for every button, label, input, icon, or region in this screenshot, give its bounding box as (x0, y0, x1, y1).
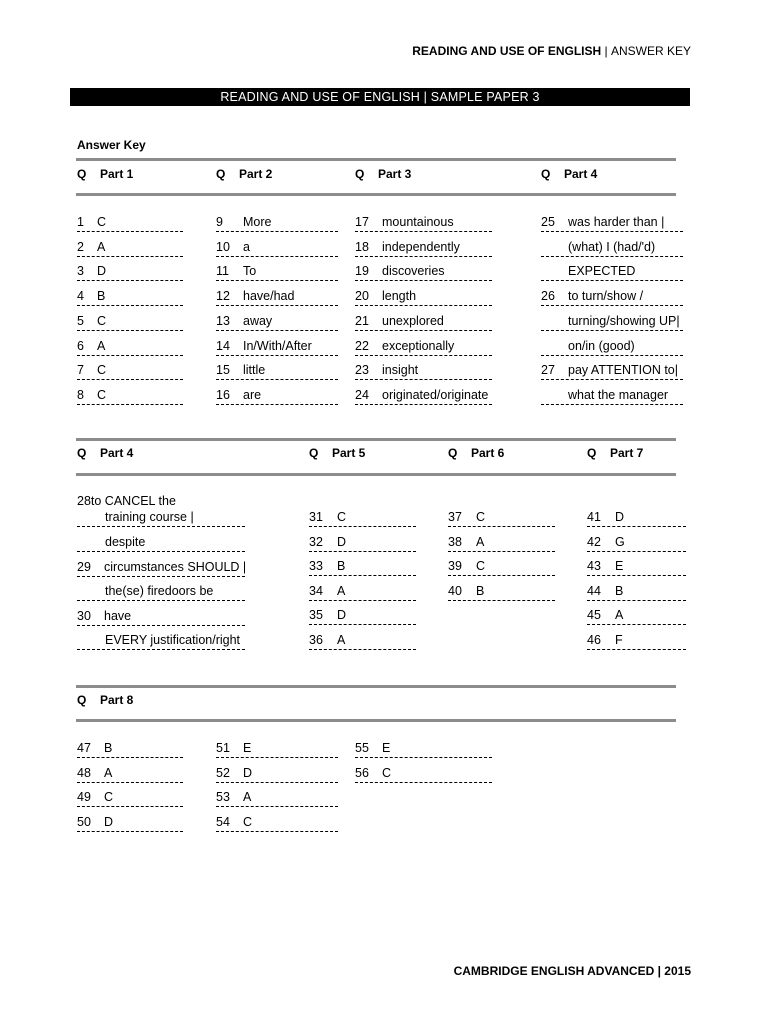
answer-text: E (615, 559, 624, 573)
answer-row (216, 338, 338, 356)
answer-row (216, 789, 338, 807)
answer-row (355, 288, 492, 306)
answer-text: D (337, 608, 347, 622)
answer-text: are (243, 388, 262, 402)
question-number: 44 (587, 584, 601, 598)
answer-row (77, 214, 183, 232)
footer-title: CAMBRIDGE ENGLISH ADVANCED (453, 964, 655, 978)
answer-text: little (243, 363, 266, 377)
answer-row (309, 583, 416, 601)
answer-text: turning/showing UP| (568, 314, 680, 328)
section2-top-rule (76, 438, 676, 441)
answer-text: independently (382, 240, 460, 254)
header-title: READING AND USE OF ENGLISH (412, 44, 602, 58)
question-number: 14 (216, 339, 230, 353)
answer-row (587, 509, 686, 527)
answer-row (541, 214, 683, 232)
answer-text: (what) I (had/'d) (568, 240, 656, 254)
answer-row (216, 288, 338, 306)
part4-answer-line (77, 509, 245, 527)
answer-text: have/had (243, 289, 295, 303)
question-number: 22 (355, 339, 369, 353)
answer-row (309, 534, 416, 552)
answer-text: A (243, 790, 252, 804)
answer-row (355, 263, 492, 281)
footer-separator: | (657, 964, 661, 978)
answer-row (541, 362, 683, 380)
answer-row (541, 239, 683, 257)
question-number: 37 (448, 510, 462, 524)
question-number: 29 (77, 560, 91, 574)
answer-row (77, 362, 183, 380)
section3-bottom-rule (76, 719, 676, 722)
answer-row (216, 814, 338, 832)
question-number: 18 (355, 240, 369, 254)
answer-row (77, 263, 183, 281)
question-number: 41 (587, 510, 601, 524)
paper-banner: READING AND USE OF ENGLISH | SAMPLE PAPER 3 (70, 88, 690, 106)
section2-q-label: Q (587, 446, 597, 460)
answer-text: to turn/show / (568, 289, 644, 303)
question-number: 50 (77, 815, 91, 829)
question-number: 8 (77, 388, 84, 402)
answer-text: E (243, 741, 252, 755)
answer-text: exceptionally (382, 339, 455, 353)
answer-row (77, 387, 183, 405)
answer-row (216, 362, 338, 380)
question-number: 31 (309, 510, 323, 524)
answer-text: pay ATTENTION to| (568, 363, 678, 377)
section2-part6-header: Part 6 (471, 446, 505, 460)
question-number: 34 (309, 584, 323, 598)
answer-text: B (104, 741, 113, 755)
answer-text: C (476, 510, 486, 524)
question-number: 1 (77, 215, 84, 229)
question-number: 55 (355, 741, 369, 755)
answer-row (448, 558, 555, 576)
question-number: 9 (216, 215, 223, 229)
question-number: 56 (355, 766, 369, 780)
answer-row (77, 338, 183, 356)
section3-top-rule (76, 685, 676, 688)
answer-text: D (104, 815, 114, 829)
question-number: 49 (77, 790, 91, 804)
section2-bottom-rule (76, 473, 676, 476)
answer-text: away (243, 314, 273, 328)
answer-text: To (243, 264, 257, 278)
question-number: 27 (541, 363, 555, 377)
answer-row (541, 338, 683, 356)
question-number: 42 (587, 535, 601, 549)
section1-q-label: Q (77, 167, 87, 181)
part4-answer-line (77, 583, 245, 601)
answer-row (216, 239, 338, 257)
answer-row (77, 313, 183, 331)
part4-answer-line (77, 534, 245, 552)
question-number: 25 (541, 215, 555, 229)
question-number: 12 (216, 289, 230, 303)
answer-row (77, 765, 183, 783)
answer-text: was harder than | (568, 215, 665, 229)
question-number: 38 (448, 535, 462, 549)
answer-text: A (337, 633, 346, 647)
answer-row (216, 313, 338, 331)
answer-row (541, 288, 683, 306)
question-number: 24 (355, 388, 369, 402)
question-number: 3 (77, 264, 84, 278)
answer-text: B (97, 289, 106, 303)
answer-text: unexplored (382, 314, 444, 328)
answer-text: originated/originate (382, 388, 489, 402)
answer-text: on/in (good) (568, 339, 635, 353)
answer-text: EXPECTED (568, 264, 636, 278)
question-number: 21 (355, 314, 369, 328)
answer-text: A (97, 339, 106, 353)
answer-row (541, 263, 683, 281)
question-number: 28 (77, 494, 91, 508)
part4-answer-line (77, 608, 245, 626)
part4-answer-line (77, 493, 245, 510)
answer-row (355, 313, 492, 331)
answer-text: B (476, 584, 485, 598)
answer-row (77, 814, 183, 832)
question-number: 17 (355, 215, 369, 229)
answer-row (309, 632, 416, 650)
question-number: 32 (309, 535, 323, 549)
section1-bottom-rule (76, 193, 676, 196)
question-number: 7 (77, 363, 84, 377)
question-number: 48 (77, 766, 91, 780)
answer-row (309, 607, 416, 625)
answer-row (77, 740, 183, 758)
question-number: 13 (216, 314, 230, 328)
answer-key-label: Answer Key (77, 138, 146, 152)
page-footer (454, 964, 691, 978)
answer-row (216, 214, 338, 232)
answer-row (355, 362, 492, 380)
header-subtitle: ANSWER KEY (610, 44, 691, 58)
answer-text: B (337, 559, 346, 573)
answer-text: A (104, 766, 113, 780)
section2-part4-header: Part 4 (100, 446, 134, 460)
question-number: 23 (355, 363, 369, 377)
answer-text: D (337, 535, 347, 549)
answer-text: F (615, 633, 623, 647)
answer-text: B (615, 584, 624, 598)
answer-text: In/With/After (243, 339, 312, 353)
answer-text: C (476, 559, 486, 573)
question-number: 5 (77, 314, 84, 328)
answer-row (448, 583, 555, 601)
page-header (412, 44, 691, 58)
answer-text: C (97, 388, 107, 402)
answer-row (77, 288, 183, 306)
question-number: 11 (216, 264, 229, 278)
answer-text: circumstances SHOULD | (104, 560, 247, 574)
question-number: 54 (216, 815, 230, 829)
answer-row (587, 534, 686, 552)
answer-text: G (615, 535, 625, 549)
answer-text: training course | (105, 510, 194, 524)
section2-q-label: Q (309, 446, 319, 460)
answer-row (216, 740, 338, 758)
question-number: 30 (77, 609, 91, 623)
question-number: 15 (216, 363, 230, 377)
answer-row (355, 740, 492, 758)
answer-row (355, 387, 492, 405)
question-number: 2 (77, 240, 84, 254)
section2-q-label: Q (448, 446, 458, 460)
answer-text: despite (105, 535, 146, 549)
answer-text: C (382, 766, 392, 780)
answer-row (448, 534, 555, 552)
answer-row (355, 239, 492, 257)
question-number: 33 (309, 559, 323, 573)
answer-text: length (382, 289, 417, 303)
answer-row (77, 239, 183, 257)
question-number: 36 (309, 633, 323, 647)
answer-text: A (476, 535, 485, 549)
question-number: 20 (355, 289, 369, 303)
question-number: 26 (541, 289, 555, 303)
section3-part8-header: Part 8 (100, 693, 134, 707)
answer-row (216, 263, 338, 281)
answer-row (216, 765, 338, 783)
section3-q-label: Q (77, 693, 87, 707)
answer-text: A (97, 240, 106, 254)
section2-part7-header: Part 7 (610, 446, 644, 460)
question-number: 47 (77, 741, 91, 755)
section1-q-label: Q (541, 167, 551, 181)
footer-year: 2015 (664, 964, 691, 978)
section1-part4-header: Part 4 (564, 167, 598, 181)
answer-text: E (382, 741, 391, 755)
question-number: 53 (216, 790, 230, 804)
question-number: 51 (216, 741, 230, 755)
answer-text: what the manager (568, 388, 669, 402)
answer-row (587, 607, 686, 625)
answer-row (541, 387, 683, 405)
answer-text: D (243, 766, 253, 780)
answer-row (541, 313, 683, 331)
answer-row (216, 387, 338, 405)
section1-q-label: Q (355, 167, 365, 181)
question-number: 43 (587, 559, 601, 573)
question-number: 4 (77, 289, 84, 303)
answer-row (309, 509, 416, 527)
part4-answer-line (77, 559, 245, 577)
answer-row (355, 214, 492, 232)
answer-text: the(se) firedoors be (105, 584, 214, 598)
answer-row (309, 558, 416, 576)
question-number: 40 (448, 584, 462, 598)
question-number: 35 (309, 608, 323, 622)
answer-text: D (97, 264, 107, 278)
section2-part5-header: Part 5 (332, 446, 366, 460)
question-number: 52 (216, 766, 230, 780)
answer-text: EVERY justification/right (105, 633, 241, 647)
answer-text: mountainous (382, 215, 454, 229)
question-number: 16 (216, 388, 230, 402)
section2-q-label: Q (77, 446, 87, 460)
answer-row (355, 338, 492, 356)
answer-text: C (104, 790, 114, 804)
answer-row (587, 632, 686, 650)
answer-text: A (337, 584, 346, 598)
part4-answer-line (77, 632, 245, 650)
answer-text: C (337, 510, 347, 524)
section1-q-label: Q (216, 167, 226, 181)
section1-part2-header: Part 2 (239, 167, 273, 181)
answer-text: C (97, 215, 107, 229)
question-number: 19 (355, 264, 369, 278)
question-number: 6 (77, 339, 84, 353)
answer-row (355, 765, 492, 783)
answer-text: C (243, 815, 253, 829)
answer-text: a (243, 240, 250, 254)
answer-text: C (97, 363, 107, 377)
answer-text: C (97, 314, 107, 328)
answer-text: More (243, 215, 272, 229)
answer-text: to CANCEL the (90, 494, 176, 508)
answer-row (77, 789, 183, 807)
answer-row (587, 558, 686, 576)
question-number: 10 (216, 240, 230, 254)
answer-text: have (104, 609, 132, 623)
section1-part3-header: Part 3 (378, 167, 412, 181)
answer-text: D (615, 510, 625, 524)
header-separator: | (604, 44, 608, 58)
answer-row (587, 583, 686, 601)
section1-top-rule (76, 158, 676, 161)
answer-text: A (615, 608, 624, 622)
question-number: 39 (448, 559, 462, 573)
answer-row (448, 509, 555, 527)
section1-part1-header: Part 1 (100, 167, 134, 181)
answer-text: insight (382, 363, 419, 377)
question-number: 45 (587, 608, 601, 622)
question-number: 46 (587, 633, 601, 647)
answer-text: discoveries (382, 264, 445, 278)
